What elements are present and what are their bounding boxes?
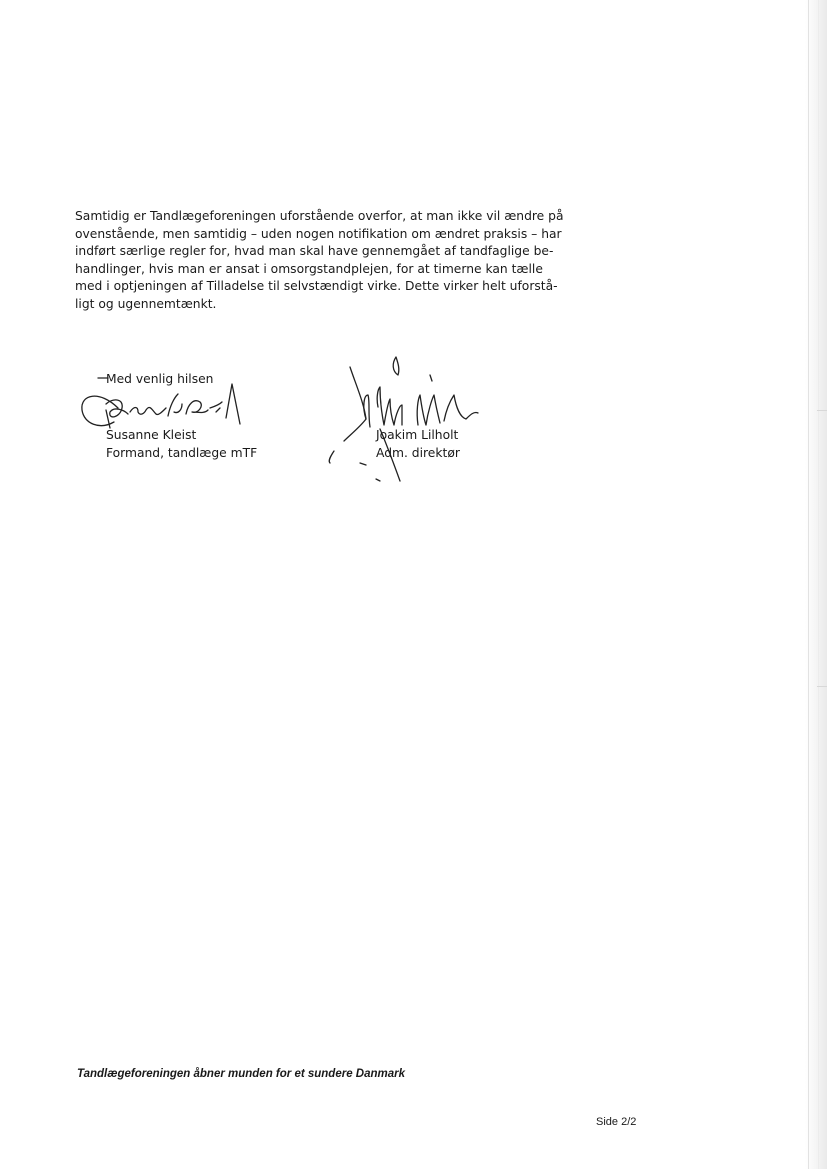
signatory-1	[106, 426, 257, 462]
scan-edge-line	[818, 0, 819, 1169]
body-line: handlinger, hvis man er ansat i omsorgstandplejen, for at timerne kan tælle	[75, 261, 543, 276]
signatory-1-name: Susanne Kleist	[106, 428, 197, 442]
body-line: indført særlige regler for, hvad man skal have gennemgået af tandfaglige be-	[75, 244, 554, 258]
footer-slogan: Tandlægeforeningen åbner munden for et sundere Danmark	[77, 1068, 406, 1080]
closing-salutation: Med venlig hilsen	[106, 372, 214, 386]
signatory-2	[376, 426, 460, 462]
scan-edge-tick	[817, 686, 827, 687]
body-line: med i optjeningen af Tilladelse til selvstændigt virke. Dette virker helt uforstå-	[75, 279, 558, 293]
signatory-2-name: Joakim Lilholt	[376, 428, 459, 442]
body-line: Samtidig er Tandlægeforeningen uforstående overfor, at man ikke vil ændre på	[75, 209, 564, 223]
body-line: ovenstående, men samtidig – uden nogen notifikation om ændret praksis – har	[75, 226, 562, 241]
page-number: Side 2/2	[596, 1116, 637, 1128]
signatory-1-title: Formand, tandlæge mTF	[106, 446, 258, 460]
signatory-2-title: Adm. direktør	[376, 446, 460, 460]
scan-edge-tick	[817, 410, 827, 411]
letter-body	[75, 208, 565, 313]
scan-edge-line	[808, 0, 809, 1169]
body-line: ligt og ugennemtænkt.	[75, 296, 217, 311]
signature-2-icon	[320, 355, 500, 490]
